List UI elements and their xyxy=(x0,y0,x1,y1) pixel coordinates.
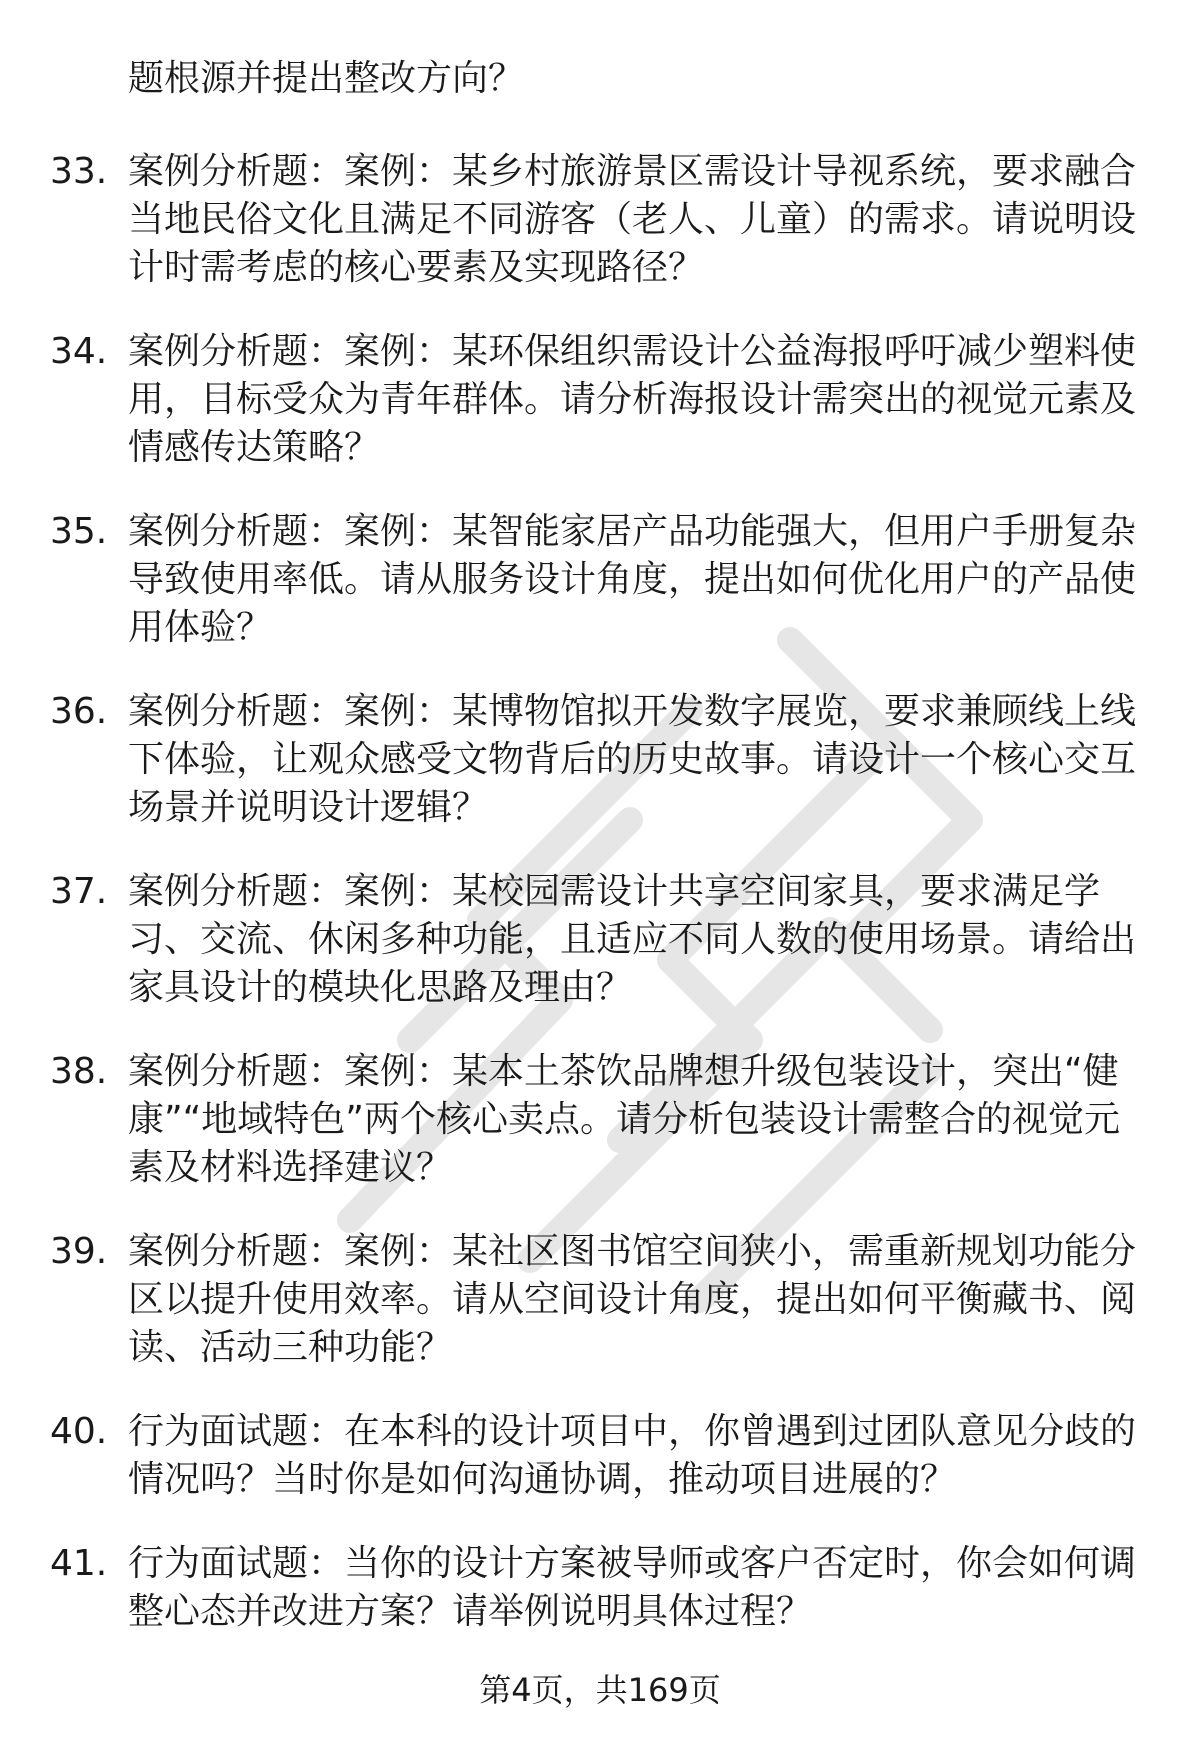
question-number: 34. xyxy=(50,331,108,372)
question-number: 40. xyxy=(50,1411,108,1452)
question-text: 案例分析题：案例：某博物馆拟开发数字展览，要求兼顾线上线下体验，让观众感受文物背后的历史故事。请设计一个核心交互场景并说明设计逻辑？ xyxy=(128,691,1137,828)
question-number: 35. xyxy=(50,511,108,552)
question-item xyxy=(0,1540,1200,1636)
continuation-text: 题根源并提出整改方向？ xyxy=(128,58,525,99)
question-item xyxy=(0,1228,1200,1372)
question-list xyxy=(0,148,1200,1672)
question-item xyxy=(0,1408,1200,1504)
question-text: 案例分析题：案例：某乡村旅游景区需设计导视系统，要求融合当地民俗文化且满足不同游客（老人、儿童）的需求。请说明设计时需考虑的核心要素及实现路径？ xyxy=(128,151,1137,288)
question-text: 行为面试题：在本科的设计项目中，你曾遇到过团队意见分歧的情况吗？当时你是如何沟通协调，推动项目进展的？ xyxy=(128,1411,1137,1500)
question-text: 案例分析题：案例：某社区图书馆空间狭小，需重新规划功能分区以提升使用效率。请从空间设计角度，提出如何平衡藏书、阅读、活动三种功能？ xyxy=(128,1231,1137,1368)
question-item xyxy=(0,508,1200,652)
question-item xyxy=(0,1048,1200,1192)
question-text: 案例分析题：案例：某本土茶饮品牌想升级包装设计，突出“健康”“地域特色”两个核心卖点。请分析包装设计需整合的视觉元素及材料选择建议？ xyxy=(128,1051,1120,1188)
question-item xyxy=(0,868,1200,1012)
question-text: 案例分析题：案例：某环保组织需设计公益海报呼吁减少塑料使用，目标受众为青年群体。请分析海报设计需突出的视觉元素及情感传达策略？ xyxy=(128,331,1137,468)
question-number: 37. xyxy=(50,871,108,912)
question-number: 33. xyxy=(50,151,108,192)
question-number: 41. xyxy=(50,1543,108,1584)
question-item xyxy=(0,688,1200,832)
question-text: 案例分析题：案例：某智能家居产品功能强大，但用户手册复杂导致使用率低。请从服务设计角度，提出如何优化用户的产品使用体验？ xyxy=(128,511,1137,648)
question-text: 案例分析题：案例：某校园需设计共享空间家具，要求满足学习、交流、休闲多种功能，且适应不同人数的使用场景。请给出家具设计的模块化思路及理由？ xyxy=(128,871,1137,1008)
question-number: 36. xyxy=(50,691,108,732)
question-item xyxy=(0,328,1200,472)
page-footer: 第4页，共169页 xyxy=(479,1671,721,1709)
question-item xyxy=(0,148,1200,292)
question-number: 38. xyxy=(50,1051,108,1092)
question-number: 39. xyxy=(50,1231,108,1272)
question-text: 行为面试题：当你的设计方案被导师或客户否定时，你会如何调整心态并改进方案？请举例说明具体过程？ xyxy=(128,1543,1137,1632)
